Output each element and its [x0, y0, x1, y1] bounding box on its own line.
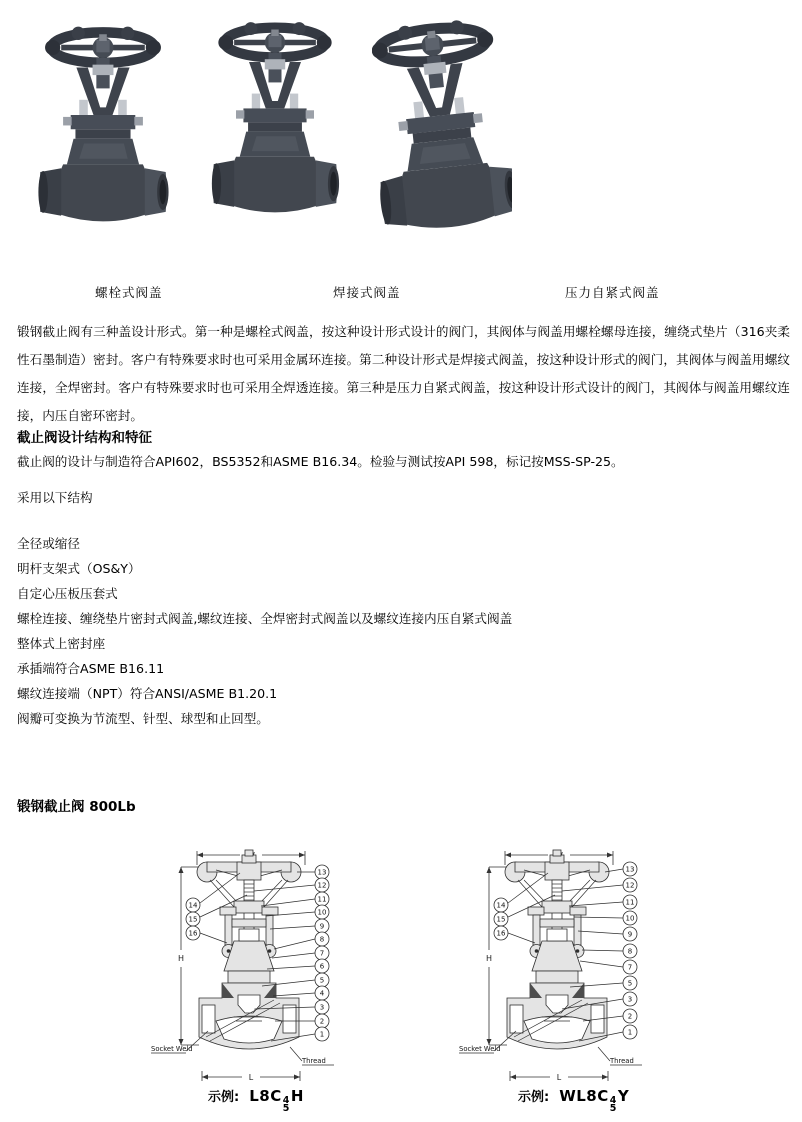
feature-list	[17, 531, 512, 731]
example-prefix: 示例:	[518, 1090, 550, 1105]
svg-text:10: 10	[625, 914, 635, 923]
structures-intro: 采用以下结构	[17, 490, 93, 505]
svg-text:13: 13	[317, 868, 327, 877]
code-main: L8C	[249, 1087, 282, 1105]
svg-text:14: 14	[496, 901, 506, 910]
svg-text:8: 8	[319, 935, 325, 944]
callout-9	[578, 927, 637, 941]
caption-bolted-bonnet: 螺栓式阀盖	[95, 285, 163, 300]
svg-text:3: 3	[319, 1003, 325, 1012]
svg-text:9: 9	[627, 930, 633, 939]
code-denominator: 5	[609, 1103, 617, 1114]
standards-line: 截止阀的设计与制造符合API602，BS5352和ASME B16.34。检验与测试按API 598，标记按MSS-SP-25。	[17, 454, 624, 469]
valve-code	[249, 1087, 304, 1114]
feature-item: 阀瓣可变换为节流型、针型、球型和止回型。	[17, 711, 269, 726]
valve-photo-welded-bonnet	[210, 14, 340, 240]
svg-text:1: 1	[319, 1030, 325, 1039]
svg-text:13: 13	[625, 865, 635, 874]
svg-text:11: 11	[317, 895, 327, 904]
code-denominator: 5	[282, 1103, 290, 1114]
svg-text:8: 8	[627, 947, 633, 956]
series-heading: 锻钢截止阀 800Lb	[17, 799, 136, 815]
feature-item: 螺纹连接端（NPT）符合ANSI/ASME B1.20.1	[17, 686, 278, 701]
svg-text:11: 11	[625, 898, 635, 907]
diagram-example-label-left	[208, 1086, 304, 1113]
caption-pressure-seal-bonnet: 压力自紧式阀盖	[565, 285, 660, 300]
valve-photo-pressure-seal-bonnet	[372, 8, 512, 263]
feature-item: 明杆支架式（OS&Y）	[17, 561, 141, 576]
svg-text:12: 12	[625, 881, 635, 890]
svg-text:7: 7	[319, 949, 325, 958]
svg-text:2: 2	[319, 1017, 325, 1026]
callout-6	[267, 959, 329, 973]
code-numerator: 4	[282, 1095, 290, 1106]
diagram-example-label-right	[518, 1086, 629, 1113]
svg-text:14: 14	[188, 901, 198, 910]
code-suffix: Y	[617, 1087, 630, 1105]
code-numerator: 4	[609, 1095, 617, 1106]
feature-item: 整体式上密封座	[17, 636, 106, 651]
svg-text:10: 10	[317, 908, 327, 917]
svg-text:16: 16	[188, 929, 198, 938]
feature-item: 螺栓连接、缠绕垫片密封式阀盖,螺纹连接、全焊密封式阀盖以及螺纹连接内压自紧式阀盖	[17, 611, 513, 626]
svg-text:4: 4	[319, 989, 325, 998]
svg-text:15: 15	[188, 915, 198, 924]
code-fraction	[283, 1097, 290, 1113]
svg-text:12: 12	[317, 881, 327, 890]
valve-code	[559, 1087, 630, 1114]
example-prefix: 示例:	[208, 1090, 240, 1105]
callout-5	[262, 973, 329, 987]
callout-13	[297, 865, 329, 879]
feature-item: 承插端符合ASME B16.11	[17, 661, 165, 676]
caption-welded-bonnet: 焊接式阀盖	[333, 285, 401, 300]
code-suffix: H	[290, 1087, 304, 1105]
callout-13	[605, 862, 637, 876]
intro-paragraph: 锻钢截止阀有三种盖设计形式。第一种是螺栓式阀盖，按这种设计形式设计的阀门，其阀体与阀盖用螺栓螺母连接，缠绕式垫片（316夹柔性石墨制造）密封。客户有特殊要求时也可采用金属环连接。第二种设计形式是焊接式阀盖，按这种设计形式的阀门，其阀体与阀盖用螺纹连接，全焊密封。客户有特殊要求时也可采用全焊透连接。第三种是压力自紧式阀盖，按这种设计形式设计的阀门，其阀体与阀盖用螺纹连接，内压自密环密封。	[17, 324, 790, 423]
callout-16	[186, 926, 227, 943]
svg-text:6: 6	[319, 962, 325, 971]
design-section-heading: 截止阀设计结构和特征	[17, 430, 152, 446]
svg-text:16: 16	[496, 929, 506, 938]
callout-9	[270, 919, 329, 933]
callout-7	[580, 960, 637, 974]
svg-text:15: 15	[496, 915, 506, 924]
diagram-socket-weld-globe-valve	[150, 845, 335, 1085]
svg-text:9: 9	[319, 922, 325, 931]
code-main: WL8C	[559, 1087, 609, 1105]
svg-text:3: 3	[627, 995, 633, 1004]
feature-item: 自定心压板压套式	[17, 586, 118, 601]
valve-photo-bolted-bonnet	[36, 20, 170, 248]
diagram-welded-globe-valve	[458, 845, 643, 1085]
callout-8	[582, 944, 637, 958]
code-fraction	[610, 1097, 617, 1113]
svg-text:7: 7	[627, 963, 633, 972]
svg-text:2: 2	[627, 1012, 633, 1021]
svg-text:5: 5	[319, 976, 325, 985]
feature-item: 全径或缩径	[17, 536, 80, 551]
callout-16	[494, 926, 535, 943]
callout-7	[272, 946, 329, 960]
svg-text:5: 5	[627, 979, 633, 988]
svg-text:1: 1	[627, 1028, 633, 1037]
